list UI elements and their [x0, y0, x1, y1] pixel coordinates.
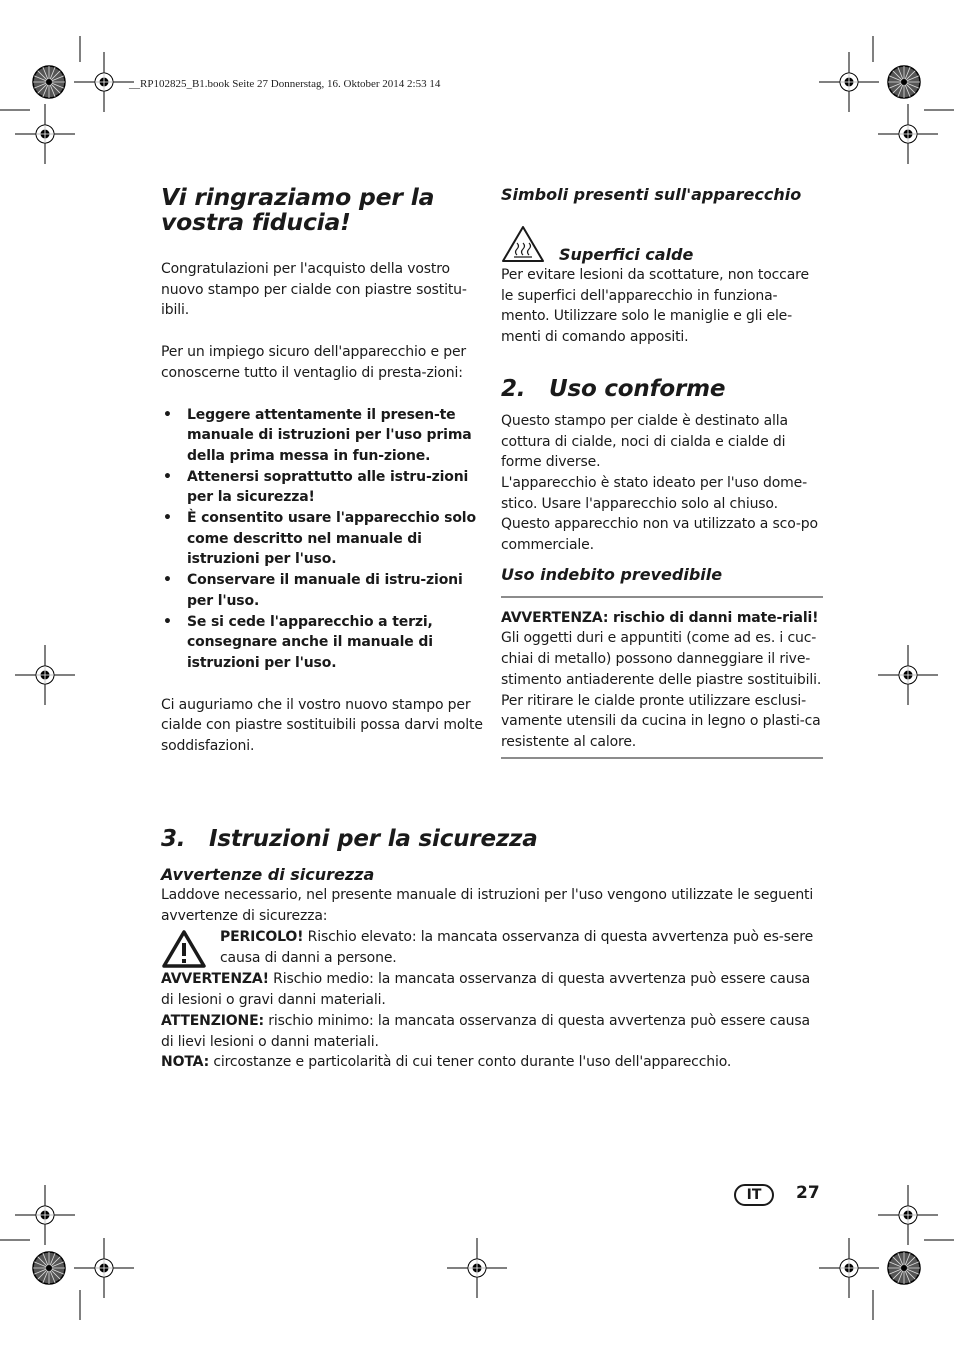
hot-surface-heading: Superfici calde	[559, 245, 694, 264]
section-3-heading	[161, 825, 823, 853]
material-warning-text-2: Per ritirare le cialde pronte utilizzare esclusi-vamente utensili da cucina in legno o plasti-ca resistente al calore.	[501, 692, 821, 750]
symbols-heading: Simboli presenti sull'apparecchio	[501, 185, 802, 204]
caution-description: rischio minimo: la mancata osservanza di questa avvertenza può essere causa di lievi lesioni o danni materiali.	[161, 1012, 810, 1050]
list-item: • Se si cede l'apparecchio a terzi, consegnare anche il manuale di istruzioni per l'uso.	[161, 612, 485, 674]
file-header: __RP102825_B1.book Seite 27 Donnerstag, 16. Oktober 2014 2:53 14	[129, 78, 441, 90]
title-line-1: Vi ringraziamo per la	[161, 183, 435, 211]
warning-text	[161, 969, 823, 1010]
danger-text	[220, 927, 823, 969]
list-item: • Leggere attentamente il presen-te manuale di istruzioni per l'uso prima della prima messa in fun-zione.	[161, 405, 485, 467]
closing-paragraph: Ci auguriamo che il vostro nuovo stampo per cialde con piastre sostituibili possa darvi molte soddisfazioni.	[161, 696, 483, 755]
intro-paragraph: Congratulazioni per l'acquisto della vostro nuovo stampo per cialde con piastre sostitu-ibili.	[161, 261, 467, 319]
section-3-number: 3.	[161, 826, 186, 852]
note-label: NOTA:	[161, 1054, 210, 1071]
instruction-list	[161, 405, 485, 674]
intro-paragraph-2: Per un impiego sicuro dell'apparecchio e per conoscerne tutto il ventaglio di presta-zioni:	[161, 344, 467, 381]
section-3	[161, 825, 823, 1073]
right-column	[501, 185, 823, 759]
hot-surface-icon	[501, 225, 545, 263]
language-badge: IT	[734, 1184, 774, 1206]
warning-label: AVVERTENZA!	[161, 971, 269, 988]
list-item: • Attenersi soprattutto alle istru-zioni per la sicurezza!	[161, 467, 485, 508]
hot-surface-text: Per evitare lesioni da scottature, non toccare le superfici dell'apparecchio in funziona-mento. Utilizzare solo le maniglie e gli ele-menti di comando appositi.	[501, 267, 809, 346]
danger-description: Rischio elevato: la mancata osservanza di questa avvertenza può es-sere causa di danni a persone.	[220, 929, 814, 967]
list-item: • Conservare il manuale di istru-zioni per l'uso.	[161, 570, 485, 611]
danger-label: PERICOLO!	[220, 929, 304, 946]
danger-warning-icon	[161, 929, 207, 969]
note-text	[161, 1052, 823, 1073]
intended-use-text-2: L'apparecchio è stato ideato per l'uso dome-stico. Usare l'apparecchio solo al chiuso.	[501, 474, 808, 512]
caution-text	[161, 1011, 823, 1052]
misuse-heading: Uso indebito prevedibile	[501, 564, 723, 584]
warning-bottom-rule	[501, 757, 823, 759]
section-2-heading	[501, 375, 823, 403]
danger-row	[161, 927, 823, 969]
hot-surface-heading-row	[501, 225, 823, 263]
material-warning-title: AVVERTENZA: rischio di danni mate-riali!	[501, 609, 819, 626]
material-warning-text-1: Gli oggetti duri e appuntiti (come ad es. i cuc-chiai di metallo) possono danneggiare il rive-stimento antiaderente delle piastre sostituibili.	[501, 630, 822, 688]
section-2-title: Uso conforme	[549, 375, 726, 402]
warning-description: Rischio medio: la mancata osservanza di questa avvertenza può essere causa di lesioni o gravi danni materiali.	[161, 971, 811, 1009]
caution-label: ATTENZIONE:	[161, 1012, 264, 1029]
section-3-title: Istruzioni per la sicurezza	[209, 826, 538, 852]
intended-use-text-3: Questo apparecchio non va utilizzato a sco-po commerciale.	[501, 516, 818, 554]
page-number: 27	[796, 1183, 820, 1203]
left-column	[161, 185, 485, 757]
note-description: circostanze e particolarità di cui tener conto durante l'uso dell'apparecchio.	[209, 1054, 732, 1071]
warning-top-rule	[501, 596, 823, 598]
list-item: • È consentito usare l'apparecchio solo come descritto nel manuale di istruzioni per l'uso.	[161, 508, 485, 570]
safety-intro: Laddove necessario, nel presente manuale di istruzioni per l'uso vengono utilizzate le seguenti avvertenze di sicurezza:	[161, 887, 814, 924]
safety-warnings-heading: Avvertenze di sicurezza	[161, 865, 375, 884]
page-title	[161, 185, 485, 235]
title-line-2: vostra fiducia!	[161, 208, 351, 236]
section-2-number: 2.	[501, 375, 526, 402]
intended-use-text-1: Questo stampo per cialde è destinato alla cottura di cialde, noci di cialda e cialde di forme diverse.	[501, 412, 788, 471]
